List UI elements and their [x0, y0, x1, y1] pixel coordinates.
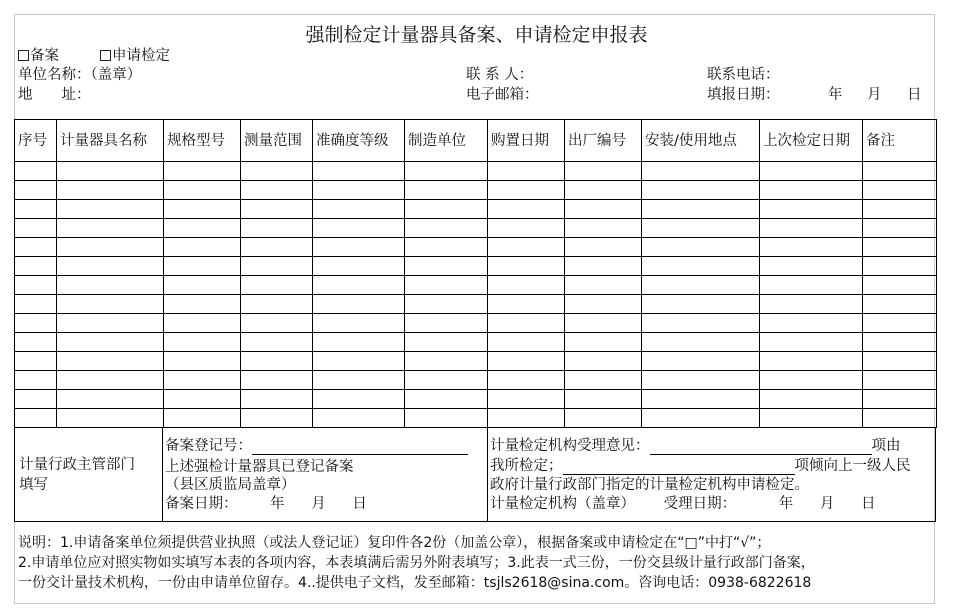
table-cell[interactable] [863, 181, 937, 200]
table-cell[interactable] [241, 409, 313, 428]
table-cell[interactable] [760, 295, 863, 314]
filing-date-row [165, 495, 367, 513]
table-cell[interactable] [760, 390, 863, 409]
table-cell[interactable] [164, 352, 241, 371]
table-cell[interactable] [405, 200, 488, 219]
fill-date-month: 月 [867, 87, 882, 103]
table-cell[interactable] [405, 333, 488, 352]
table-cell[interactable] [565, 409, 642, 428]
table-cell[interactable] [241, 333, 313, 352]
table-row [15, 200, 937, 219]
table-cell[interactable] [15, 409, 57, 428]
table-cell[interactable] [488, 352, 565, 371]
table-cell[interactable] [488, 181, 565, 200]
notes-line-1: 说明：1.申请备案单位须提供营业执照（或法人登记证）复印件各2份（加盖公章），根据备案或申请检定在“□”中打“√”； [18, 535, 771, 551]
accept-date-label: 受理日期： [663, 496, 737, 512]
table-cell[interactable] [565, 162, 642, 181]
table-cell[interactable] [313, 257, 405, 276]
equipment-table [14, 119, 937, 428]
table-cell[interactable] [57, 314, 164, 333]
table-cell[interactable] [164, 276, 241, 295]
column-header: 安装/使用地点 [642, 120, 760, 162]
table-cell[interactable] [642, 238, 760, 257]
inst-seal-label: 计量检定机构（盖章） [490, 496, 635, 512]
table-cell[interactable] [15, 314, 57, 333]
notes-line-2: 2.申请单位应对照实物如实填写本表的各项内容，本表填满后需另外附表填写；3.此表一式三份，一份交县级计量行政部门备案， [18, 555, 815, 571]
table-cell[interactable] [863, 295, 937, 314]
table-cell[interactable] [642, 200, 760, 219]
table-cell[interactable] [57, 238, 164, 257]
notes-line-3: 一份交计量技术机构，一份由申请单位留存。4..提供电子文档，发至邮箱：tsjls2618@sina.com。咨询电话：0938-6822618 [18, 575, 812, 591]
table-cell[interactable] [15, 219, 57, 238]
table-cell[interactable] [313, 371, 405, 390]
address-label: 地 址： [18, 87, 91, 103]
our-inst-row [490, 457, 911, 475]
contact-person-label: 联 系 人： [466, 67, 534, 83]
table-row [15, 257, 937, 276]
table-cell[interactable] [863, 238, 937, 257]
table-cell[interactable] [405, 409, 488, 428]
table-cell[interactable] [313, 238, 405, 257]
prefer-items-field[interactable] [563, 460, 795, 475]
filing-date-year: 年 [270, 496, 285, 512]
table-cell[interactable] [313, 276, 405, 295]
table-cell[interactable] [241, 257, 313, 276]
column-header: 制造单位 [405, 120, 488, 162]
table-cell[interactable] [57, 257, 164, 276]
email-label: 电子邮箱： [466, 87, 539, 103]
table-cell[interactable] [57, 219, 164, 238]
table-cell[interactable] [863, 409, 937, 428]
table-cell[interactable] [405, 352, 488, 371]
table-cell[interactable] [642, 162, 760, 181]
table-cell[interactable] [565, 238, 642, 257]
table-cell[interactable] [405, 238, 488, 257]
inst-opinion-label: 计量检定机构受理意见： [490, 438, 650, 454]
filing-no-row [165, 437, 468, 455]
fill-date-day: 日 [907, 87, 922, 103]
table-cell[interactable] [15, 238, 57, 257]
table-cell[interactable] [405, 276, 488, 295]
table-cell[interactable] [241, 181, 313, 200]
table-cell[interactable] [642, 295, 760, 314]
notes [18, 533, 815, 593]
table-cell[interactable] [313, 219, 405, 238]
approval-section [14, 428, 936, 522]
table-cell[interactable] [241, 238, 313, 257]
table-cell[interactable] [313, 333, 405, 352]
table-cell[interactable] [565, 181, 642, 200]
table-cell[interactable] [760, 162, 863, 181]
table-cell[interactable] [405, 314, 488, 333]
county-seal-text: （县区质监局盖章） [165, 477, 296, 493]
table-cell[interactable] [241, 295, 313, 314]
inst-opinion-row [490, 437, 901, 455]
table-row [15, 295, 937, 314]
table-cell[interactable] [405, 219, 488, 238]
filed-text: 上述强检计量器具已登记备案 [165, 459, 354, 475]
table-cell[interactable] [57, 390, 164, 409]
table-cell[interactable] [164, 390, 241, 409]
column-header: 出厂编号 [565, 120, 642, 162]
table-cell[interactable] [15, 181, 57, 200]
fill-date-label: 填报日期： [707, 87, 780, 103]
filing-date-month: 月 [311, 496, 326, 512]
table-cell[interactable] [760, 352, 863, 371]
table-cell[interactable] [642, 390, 760, 409]
table-cell[interactable] [760, 238, 863, 257]
table-row [15, 390, 937, 409]
table-cell[interactable] [164, 162, 241, 181]
admin-dept-text-1: 计量行政主管部门 [19, 457, 135, 473]
table-cell[interactable] [863, 371, 937, 390]
table-cell[interactable] [164, 238, 241, 257]
table-cell[interactable] [15, 295, 57, 314]
table-cell[interactable] [642, 276, 760, 295]
table-cell[interactable] [565, 314, 642, 333]
table-cell[interactable] [15, 390, 57, 409]
table-cell[interactable] [760, 181, 863, 200]
accept-date-day: 日 [860, 496, 876, 512]
table-cell[interactable] [405, 181, 488, 200]
table-cell[interactable] [565, 219, 642, 238]
table-cell[interactable] [57, 162, 164, 181]
table-cell[interactable] [57, 181, 164, 200]
table-cell[interactable] [241, 276, 313, 295]
table-cell[interactable] [488, 333, 565, 352]
table-cell[interactable] [405, 257, 488, 276]
table-cell[interactable] [241, 162, 313, 181]
table-row [15, 181, 937, 200]
table-cell[interactable] [642, 181, 760, 200]
table-cell[interactable] [57, 276, 164, 295]
table-cell[interactable] [241, 219, 313, 238]
option-filing-label: 备案 [30, 48, 59, 64]
table-cell[interactable] [15, 162, 57, 181]
column-header: 计量器具名称 [57, 120, 164, 162]
checkbox-filing[interactable] [18, 50, 29, 61]
table-cell[interactable] [642, 333, 760, 352]
table-cell[interactable] [642, 352, 760, 371]
table-cell[interactable] [863, 276, 937, 295]
option-apply-label: 申请检定 [112, 48, 170, 64]
table-cell[interactable] [642, 257, 760, 276]
table-cell[interactable] [241, 200, 313, 219]
table-cell[interactable] [488, 390, 565, 409]
section-divider-1 [162, 428, 163, 521]
table-cell[interactable] [565, 276, 642, 295]
accept-date-month: 月 [819, 496, 835, 512]
table-cell[interactable] [760, 276, 863, 295]
table-cell[interactable] [760, 409, 863, 428]
table-cell[interactable] [164, 200, 241, 219]
table-cell[interactable] [313, 352, 405, 371]
table-cell[interactable] [313, 409, 405, 428]
table-cell[interactable] [488, 200, 565, 219]
fill-date-year: 年 [828, 87, 843, 103]
table-cell[interactable] [642, 219, 760, 238]
table-row [15, 409, 937, 428]
column-header: 规格型号 [164, 120, 241, 162]
column-header: 备注 [863, 120, 937, 162]
filing-no-field[interactable] [252, 440, 468, 455]
table-cell[interactable] [642, 409, 760, 428]
table-cell[interactable] [760, 333, 863, 352]
table-cell[interactable] [405, 390, 488, 409]
table-cell[interactable] [642, 314, 760, 333]
table-cell[interactable] [57, 352, 164, 371]
checkbox-apply[interactable] [100, 50, 111, 61]
unit-name-label: 单位名称：（盖章） [18, 67, 142, 83]
table-cell[interactable] [405, 295, 488, 314]
contact-phone-label: 联系电话： [707, 67, 780, 83]
column-header: 上次检定日期 [760, 120, 863, 162]
table-cell[interactable] [15, 333, 57, 352]
table-cell[interactable] [15, 276, 57, 295]
filing-no-label: 备案登记号： [165, 438, 252, 454]
accept-date-year: 年 [778, 496, 794, 512]
table-row [15, 276, 937, 295]
table-cell[interactable] [565, 333, 642, 352]
table-header-row [15, 120, 937, 162]
table-cell[interactable] [164, 257, 241, 276]
table-cell[interactable] [57, 200, 164, 219]
table-cell[interactable] [565, 257, 642, 276]
table-row [15, 352, 937, 371]
table-row [15, 314, 937, 333]
table-cell[interactable] [565, 295, 642, 314]
admin-dept-text-2: 填写 [19, 477, 48, 493]
table-cell[interactable] [863, 314, 937, 333]
table-cell[interactable] [164, 333, 241, 352]
table-cell[interactable] [15, 371, 57, 390]
item-suffix: 项由 [871, 438, 901, 454]
table-cell[interactable] [164, 409, 241, 428]
table-cell[interactable] [863, 162, 937, 181]
table-cell[interactable] [488, 162, 565, 181]
column-header: 购置日期 [488, 120, 565, 162]
table-cell[interactable] [313, 295, 405, 314]
table-cell[interactable] [565, 200, 642, 219]
table-cell[interactable] [241, 371, 313, 390]
table-cell[interactable] [164, 181, 241, 200]
inst-seal-row [490, 495, 875, 513]
option-filing[interactable] [18, 44, 59, 65]
table-cell[interactable] [313, 181, 405, 200]
table-cell[interactable] [15, 352, 57, 371]
table-cell[interactable] [488, 238, 565, 257]
table-cell[interactable] [405, 162, 488, 181]
table-cell[interactable] [313, 200, 405, 219]
table-cell[interactable] [760, 314, 863, 333]
table-row [15, 162, 937, 181]
table-cell[interactable] [642, 371, 760, 390]
table-cell[interactable] [57, 409, 164, 428]
table-cell[interactable] [57, 371, 164, 390]
table-cell[interactable] [164, 219, 241, 238]
table-row [15, 333, 937, 352]
table-cell[interactable] [164, 314, 241, 333]
filing-date-day: 日 [352, 496, 367, 512]
table-cell[interactable] [57, 333, 164, 352]
table-cell[interactable] [241, 352, 313, 371]
table-row [15, 371, 937, 390]
table-cell[interactable] [488, 371, 565, 390]
table-cell[interactable] [241, 390, 313, 409]
table-cell[interactable] [760, 371, 863, 390]
gov-dept-text: 政府计量行政部门指定的计量检定机构申请检定。 [490, 477, 809, 493]
table-cell[interactable] [488, 409, 565, 428]
table-cell[interactable] [863, 352, 937, 371]
table-cell[interactable] [488, 219, 565, 238]
table-cell[interactable] [313, 390, 405, 409]
table-cell[interactable] [488, 276, 565, 295]
column-header: 序号 [15, 120, 57, 162]
filing-date-label: 备案日期： [165, 496, 238, 512]
table-cell[interactable] [164, 371, 241, 390]
table-cell[interactable] [565, 390, 642, 409]
table-cell[interactable] [760, 200, 863, 219]
table-cell[interactable] [164, 295, 241, 314]
column-header: 测量范围 [241, 120, 313, 162]
item-prefer-text: 项倾向上一级人民 [794, 458, 911, 474]
table-cell[interactable] [313, 314, 405, 333]
table-cell[interactable] [565, 371, 642, 390]
section-divider-2 [487, 428, 488, 521]
table-row [15, 238, 937, 257]
table-cell[interactable] [863, 390, 937, 409]
table-cell[interactable] [760, 257, 863, 276]
table-cell[interactable] [57, 295, 164, 314]
inst-items-field[interactable] [650, 440, 872, 455]
option-apply[interactable] [100, 44, 170, 65]
table-cell[interactable] [241, 314, 313, 333]
form-title: 强制检定计量器具备案、申请检定申报表 [305, 24, 648, 46]
column-header: 准确度等级 [313, 120, 405, 162]
table-cell[interactable] [405, 371, 488, 390]
table-cell[interactable] [863, 333, 937, 352]
our-inst-label: 我所检定； [490, 458, 563, 474]
table-cell[interactable] [863, 257, 937, 276]
table-cell[interactable] [863, 219, 937, 238]
table-cell[interactable] [313, 162, 405, 181]
table-cell[interactable] [863, 200, 937, 219]
table-cell[interactable] [760, 219, 863, 238]
table-cell[interactable] [15, 257, 57, 276]
table-cell[interactable] [488, 314, 565, 333]
table-cell[interactable] [15, 200, 57, 219]
table-row [15, 219, 937, 238]
table-cell[interactable] [565, 352, 642, 371]
table-cell[interactable] [488, 295, 565, 314]
table-cell[interactable] [488, 257, 565, 276]
